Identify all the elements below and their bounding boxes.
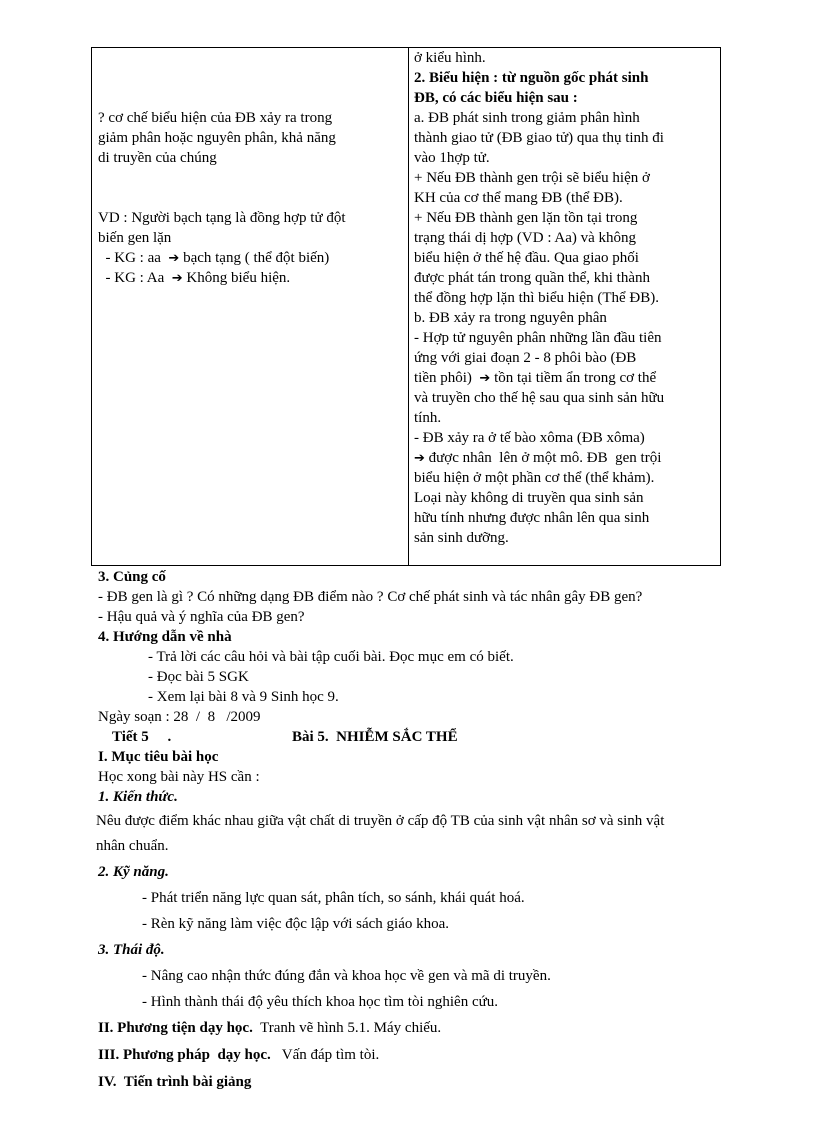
muc-tieu-heading: I. Mục tiêu bài học <box>98 749 219 765</box>
ky-nang-line: - Phát triển năng lực quan sát, phân tích, so sánh, khái quát hoá. <box>142 890 525 906</box>
phuong-tien-row <box>98 1015 788 1042</box>
right-line: b. ĐB xảy ra trong nguyên phân <box>414 310 607 326</box>
right-line: trạng thái dị hợp (VD : Aa) và không <box>414 230 637 246</box>
kg-line-Aa <box>98 268 403 288</box>
right-line: tính. <box>414 410 442 426</box>
line-prefix: tiền phôi) <box>414 370 480 386</box>
arrow-icon: ➔ <box>171 271 183 286</box>
lesson-body <box>98 567 788 1096</box>
huongdan-line: - Đọc bài 5 SGK <box>148 669 249 685</box>
tiet-label: Tiết 5 . <box>112 729 172 745</box>
left-line: VD : Người bạch tạng là đồng hợp tử đột <box>98 210 346 226</box>
cungco-line: - ĐB gen là gì ? Có những dạng ĐB điểm nào ? Cơ chế phát sinh và tác nhân gây ĐB gen? <box>98 589 643 605</box>
phuong-phap-row <box>98 1042 788 1069</box>
ngay-soan: Ngày soạn : 28 / 8 /2009 <box>98 709 261 725</box>
right-line: hữu tính nhưng được nhân lên qua sinh <box>414 510 650 526</box>
phuong-phap-label: III. Phương pháp dạy học. <box>98 1047 271 1063</box>
right-line: vào 1hợp tử. <box>414 150 490 166</box>
kg-line-aa <box>98 248 403 268</box>
right-line: KH của cơ thể mang ĐB (thể ĐB). <box>414 190 623 206</box>
line-suffix: được nhân lên ở một mô. ĐB gen trội <box>424 450 662 466</box>
kien-thuc-line: Nêu được điểm khác nhau giữa vật chất di truyền ở cấp độ TB của sinh vật nhân sơ và sinh vật <box>96 813 665 829</box>
left-line: ? cơ chế biểu hiện của ĐB xảy ra trong <box>98 110 333 126</box>
right-arrow-line <box>414 448 716 468</box>
thai-do-line: - Hình thành thái độ yêu thích khoa học tìm tòi nghiên cứu. <box>142 994 498 1010</box>
lesson-table <box>91 47 721 566</box>
lesson-title-row <box>98 727 788 747</box>
right-line: a. ĐB phát sinh trong giảm phân hình <box>414 110 640 126</box>
huongdan-line: - Trả lời các câu hỏi và bài tập cuối bài. Đọc mục em có biết. <box>148 649 514 665</box>
right-line: - ĐB xảy ra ở tế bào xôma (ĐB xôma) <box>414 430 645 446</box>
right-line: + Nếu ĐB thành gen trội sẽ biểu hiện ở <box>414 170 650 186</box>
right-line: được phát tán trong quần thể, khi thành <box>414 270 651 286</box>
kg-prefix: - KG : Aa <box>98 270 172 286</box>
right-line: - Hợp tử nguyên phân những lần đầu tiên <box>414 330 662 346</box>
right-line: biểu hiện ở một phần cơ thể (thể khảm). <box>414 470 655 486</box>
cungco-line: - Hậu quả và ý nghĩa của ĐB gen? <box>98 609 305 625</box>
right-line: + Nếu ĐB thành gen lặn tồn tại trong <box>414 210 638 226</box>
kg-suffix: bạch tạng ( thể đột biến) <box>179 250 330 266</box>
right-heading: 2. Biểu hiện : từ nguồn gốc phát sinh <box>414 70 649 86</box>
left-line: di truyền của chúng <box>98 150 217 166</box>
line-suffix: tồn tại tiềm ẩn trong cơ thể <box>490 370 657 386</box>
phuong-tien-text: Tranh vẽ hình 5.1. Máy chiếu. <box>252 1020 442 1036</box>
table-left-cell <box>98 48 403 288</box>
column-divider <box>408 48 409 565</box>
right-line: thể đồng hợp lặn thì biểu hiện (Thể ĐB). <box>414 290 659 306</box>
kien-thuc-heading: 1. Kiến thức. <box>98 789 178 805</box>
phuong-phap-text: Vấn đáp tìm tòi. <box>270 1047 380 1063</box>
right-line: ở kiểu hình. <box>414 50 486 66</box>
arrow-icon: ➔ <box>414 451 425 466</box>
table-right-cell <box>414 48 716 548</box>
right-arrow-line <box>414 368 716 388</box>
kg-suffix: Không biểu hiện. <box>182 270 291 286</box>
thai-do-line: - Nâng cao nhận thức đúng đắn và khoa học về gen và mã di truyền. <box>142 968 551 984</box>
arrow-icon: ➔ <box>479 371 491 386</box>
right-line: Loại này không di truyền qua sinh sản <box>414 490 644 506</box>
thai-do-heading: 3. Thái độ. <box>98 942 165 958</box>
right-line: và truyền cho thế hệ sau qua sinh sản hữu <box>414 390 665 406</box>
right-heading: ĐB, có các biểu hiện sau : <box>414 90 578 106</box>
ky-nang-heading: 2. Kỹ năng. <box>98 864 169 880</box>
kg-prefix: - KG : aa <box>98 250 169 266</box>
cungco-heading: 3. Củng cố <box>98 569 166 585</box>
right-line: sản sinh dưỡng. <box>414 530 509 546</box>
right-line: thành giao tử (ĐB giao tử) qua thụ tinh đi <box>414 130 664 146</box>
left-line: biến gen lặn <box>98 230 172 246</box>
huongdan-heading: 4. Hướng dẫn về nhà <box>98 629 232 645</box>
muc-tieu-intro: Học xong bài này HS cần : <box>98 769 260 785</box>
bai-title: Bài 5. NHIỄM SẮC THỂ <box>292 729 458 745</box>
tien-trinh-heading: IV. Tiến trình bài giảng <box>98 1074 252 1090</box>
huongdan-line: - Xem lại bài 8 và 9 Sinh học 9. <box>148 689 339 705</box>
ky-nang-line: - Rèn kỹ năng làm việc độc lập với sách giáo khoa. <box>142 916 450 932</box>
arrow-icon: ➔ <box>168 251 180 266</box>
right-line: ứng với giai đoạn 2 - 8 phôi bào (ĐB <box>414 350 637 366</box>
kien-thuc-line: nhân chuẩn. <box>96 838 169 854</box>
right-line: biểu hiện ở thế hệ đầu. Qua giao phối <box>414 250 639 266</box>
phuong-tien-label: II. Phương tiện dạy học. <box>98 1020 253 1036</box>
left-line: giảm phân hoặc nguyên phân, khả năng <box>98 130 336 146</box>
